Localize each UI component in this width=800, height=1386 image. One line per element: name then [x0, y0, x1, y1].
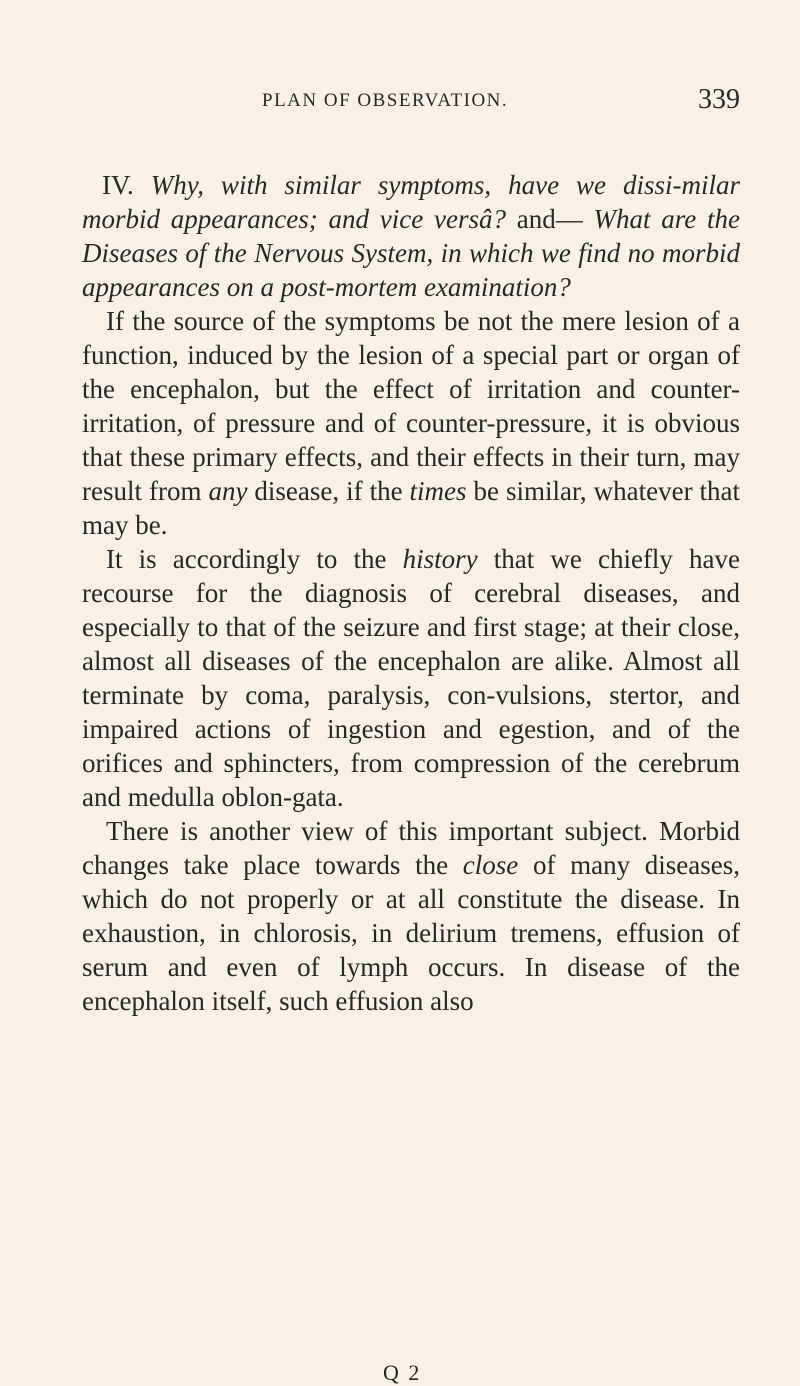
paragraph-source-of-symptoms	[82, 304, 740, 542]
running-head: PLAN OF OBSERVATION.	[262, 90, 509, 111]
para2-emph-history: history	[402, 544, 478, 574]
signature-mark: Q 2	[383, 1360, 422, 1385]
question-numeral: IV.	[102, 170, 134, 200]
para3-emph-close: close	[462, 850, 519, 880]
question-part-two: What are the Diseases of the Nervous System, in which we find no morbid appearances on a post-mortem examination?	[82, 204, 741, 302]
page-number: 339	[698, 84, 740, 115]
para1-text-a: If the source of the symptoms be not the mere lesion of a function, induced by the lesion of a special part or organ of the encephalon, but the effect of irritation and counter-irritation, of pressure and of counter-pressure, it is obvious that these primary effects, and their effects in their turn, may result from	[82, 306, 740, 506]
question-paragraph	[82, 168, 740, 304]
para2-text-a: It is accordingly to the	[106, 544, 387, 574]
page-header	[262, 84, 740, 130]
paragraph-another-view	[82, 814, 740, 1018]
para2-text-b: that we chiefly have recourse for the diagnosis of cerebral diseases, and especially to that of the seizure and first stage; at their close, almost all diseases of the encephalon are alike. Almost all terminate by coma, paralysis, con-vulsions, stertor, and impaired actions of ingestion and egestion, and of the orifices and sphincters, from compression of the cerebrum and medulla oblon-gata.	[82, 544, 741, 812]
para1-emph-any: any	[208, 476, 248, 506]
para1-text-b: disease, if the	[254, 476, 403, 506]
para1-text-c: be similar, whatever that may be.	[82, 476, 741, 540]
para3-text-b: of many diseases, which do not properly or at all constitute the disease. In exhaustion, in chlorosis, in delirium tremens, effusion of serum and even of lymph occurs. In disease of the encephalon itself, such effusion also	[82, 850, 741, 1016]
body-text	[82, 168, 740, 1018]
paragraph-history	[82, 542, 740, 814]
question-part-one: Why, with similar symptoms, have we dissi-milar morbid appearances; and vice versâ?	[82, 170, 740, 234]
para3-text-a: There is another view of this important subject. Morbid changes take place towards the	[82, 816, 740, 880]
question-and: and—	[516, 204, 583, 234]
para1-emph-times: times	[409, 476, 467, 506]
